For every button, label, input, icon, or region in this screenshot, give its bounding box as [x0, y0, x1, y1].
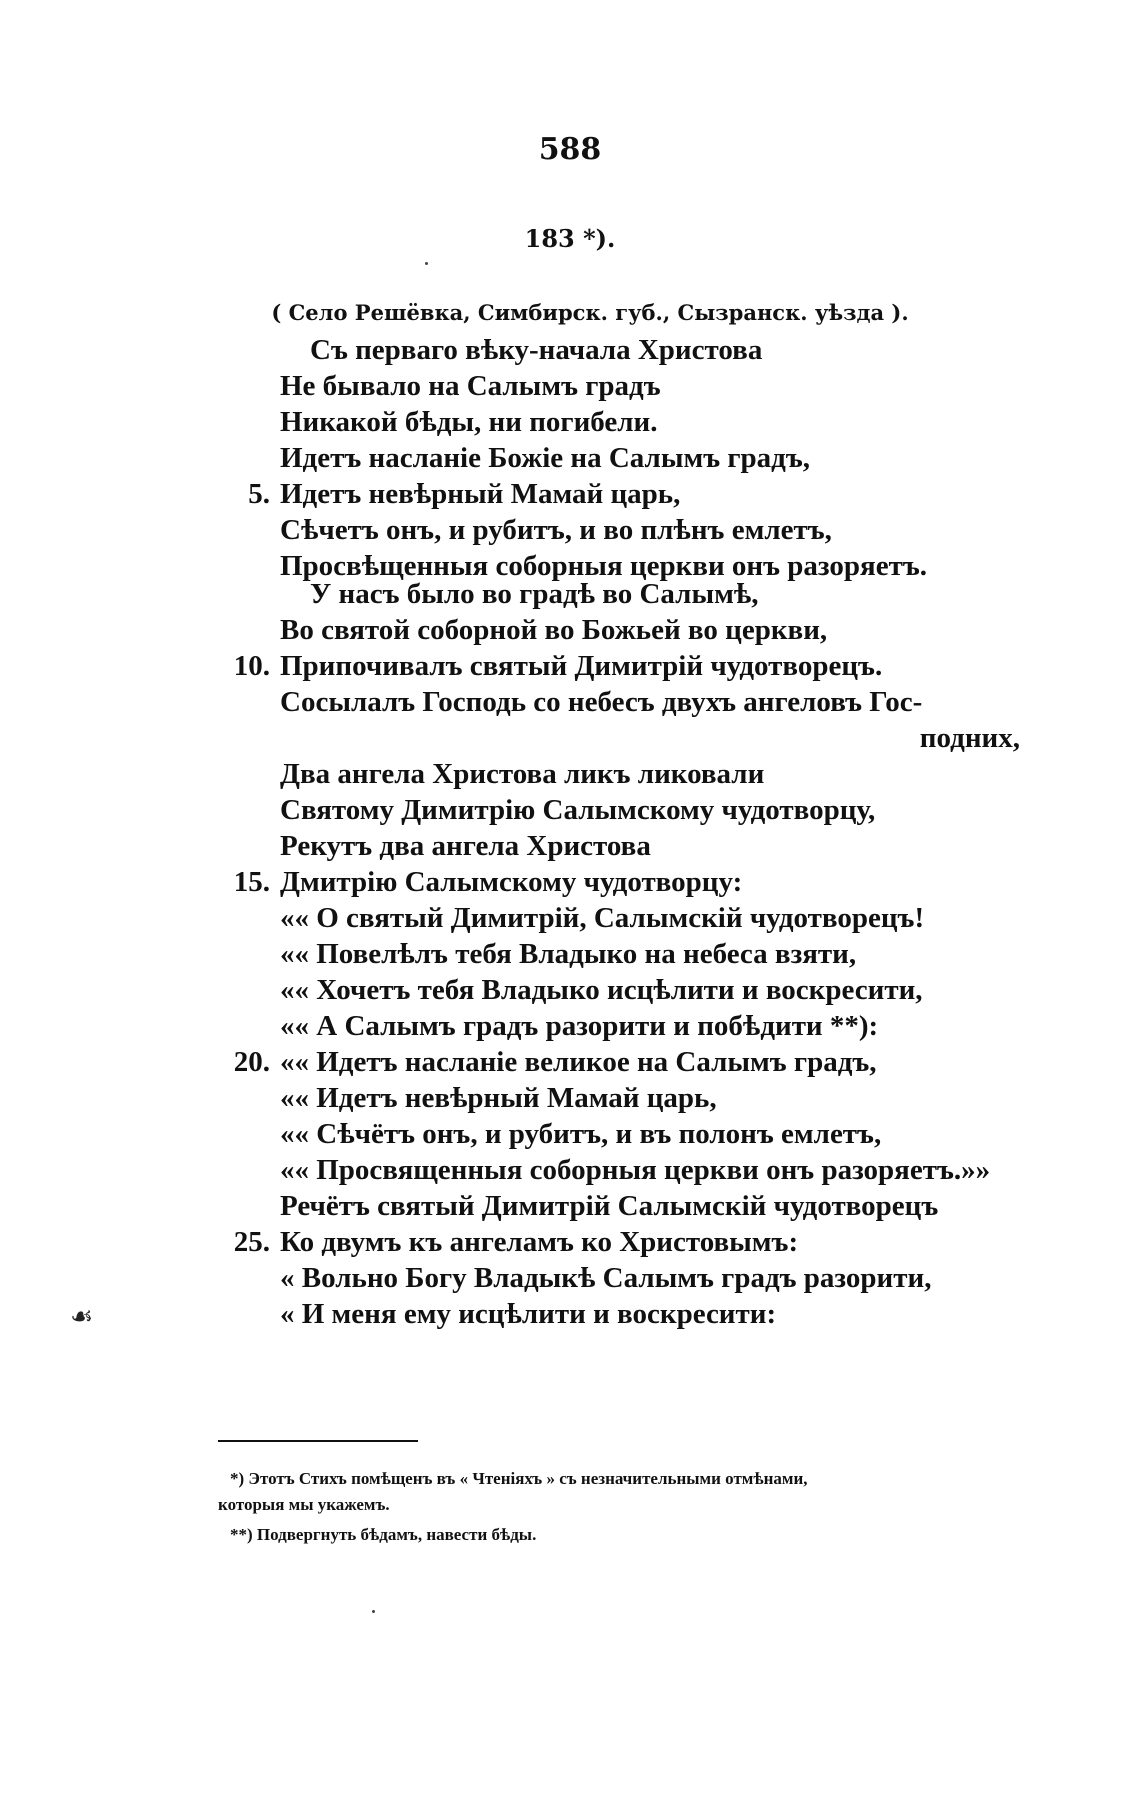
verse-number: 10.: [233, 650, 270, 682]
verse-text: « И меня ему исцѣлити и воскресити:: [280, 1298, 777, 1330]
verse-line: [230, 936, 1020, 972]
verse-number: 25.: [233, 1226, 270, 1258]
verse-line: [230, 1188, 1020, 1224]
verse-text: Не бывало на Салымъ градъ: [280, 370, 661, 402]
footnote-rule: [218, 1440, 418, 1442]
verse-line: [230, 404, 1020, 440]
verse-line: [230, 512, 1020, 548]
verse-text: Речётъ святый Димитрій Салымскій чудотворецъ: [280, 1190, 939, 1222]
footnotes: [218, 1466, 1018, 1548]
footnote-1-line-1: *) Этотъ Стихъ помѣщенъ въ « Чтеніяхъ » съ незначительными отмѣнами,: [230, 1469, 808, 1488]
footnote-2: **) Подвергнуть бѣдамъ, навести бѣды.: [230, 1525, 537, 1544]
margin-mark-icon: ☙: [70, 1302, 94, 1332]
verse-line: [230, 1044, 1020, 1080]
verse-number: 20.: [233, 1046, 270, 1078]
verse-line: [230, 1296, 1020, 1332]
verse-line: [230, 684, 1020, 720]
verse-text: «« А Салымъ градъ разорити и побѣдити **):: [280, 1010, 879, 1042]
verse-line: [230, 900, 1020, 936]
verse-text: У насъ было во градѣ во Салымѣ,: [310, 578, 759, 610]
verse-line: [230, 648, 1020, 684]
verse-line: [230, 720, 1020, 756]
footnote-1: [218, 1466, 1018, 1518]
verse-text: Сѣчетъ онъ, и рубитъ, и во плѣнъ емлетъ,: [280, 514, 832, 546]
verse-text: «« О святый Димитрій, Салымскій чудотворецъ!: [280, 902, 925, 934]
verse-text: «« Сѣчётъ онъ, и рубитъ, и въ полонъ емлетъ,: [280, 1118, 882, 1150]
speck: [425, 262, 428, 265]
verse-line: [230, 1224, 1020, 1260]
verse-number: 5.: [248, 478, 270, 510]
verse-text: «« Повелѣлъ тебя Владыко на небеса взяти,: [280, 938, 857, 970]
verse-text: Дмитрію Салымскому чудотворцу:: [280, 866, 743, 898]
verse-line: [230, 792, 1020, 828]
verse-text: «« Просвященныя соборныя церкви онъ разоряетъ.»»: [280, 1154, 991, 1186]
verse-line: [230, 1260, 1020, 1296]
verse-line: [230, 576, 1020, 612]
verse-line: [230, 612, 1020, 648]
verse-text: Идетъ насланіе Божіе на Салымъ градъ,: [280, 442, 811, 474]
verse-text: Никакой бѣды, ни погибели.: [280, 406, 658, 438]
page-number: 588: [538, 132, 602, 167]
verse-text: «« Идетъ невѣрный Мамай царь,: [280, 1082, 717, 1114]
verse-text: Во святой соборной во Божьей во церкви,: [280, 614, 828, 646]
verse-text: Идетъ невѣрный Мамай царь,: [280, 478, 681, 510]
verse-line: [230, 476, 1020, 512]
stanza-2: [230, 576, 1020, 1332]
verse-line: [230, 1116, 1020, 1152]
verse-text: подних,: [919, 722, 1020, 754]
verse-text: Припочивалъ святый Димитрій чудотворецъ.: [280, 650, 883, 682]
verse-text: Рекутъ два ангела Христова: [280, 830, 651, 862]
verse-line: [230, 1080, 1020, 1116]
verse-line: [230, 828, 1020, 864]
verse-line: [230, 440, 1020, 476]
verse-text: Святому Димитрію Салымскому чудотворцу,: [280, 794, 876, 826]
footnote-1-line-2: которыя мы укажемъ.: [218, 1495, 390, 1514]
speck: [372, 1610, 375, 1613]
verse-line: [230, 368, 1020, 404]
stanza-1: [230, 332, 1020, 584]
verse-text: « Вольно Богу Владыкѣ Салымъ градъ разорити,: [280, 1262, 932, 1294]
verse-line: [230, 332, 1020, 368]
verse-line: [230, 1152, 1020, 1188]
verse-text: Просвѣщенныя соборныя церкви онъ разоряетъ.: [280, 550, 927, 582]
verse-line: [230, 756, 1020, 792]
verse-number: 15.: [233, 866, 270, 898]
verse-text: Ко двумъ къ ангеламъ ко Христовымъ:: [280, 1226, 799, 1258]
location-subtitle: ( Село Решёвка, Симбирск. губ., Сызранск. уѣзда ).: [271, 300, 909, 325]
song-number: 183 *).: [524, 224, 616, 253]
verse-line: [230, 1008, 1020, 1044]
verse-text: Съ перваго вѣку-начала Христова: [310, 334, 763, 366]
verse-line: [230, 864, 1020, 900]
verse-text: «« Идетъ насланіе великое на Салымъ градъ,: [280, 1046, 877, 1078]
verse-text: Два ангела Христова ликъ ликовали: [280, 758, 765, 790]
verse-text: «« Хочетъ тебя Владыко исцѣлити и воскресити,: [280, 974, 923, 1006]
verse-line: [230, 972, 1020, 1008]
verse-text: Сосылалъ Господь со небесъ двухъ ангеловъ Гос-: [280, 686, 923, 718]
